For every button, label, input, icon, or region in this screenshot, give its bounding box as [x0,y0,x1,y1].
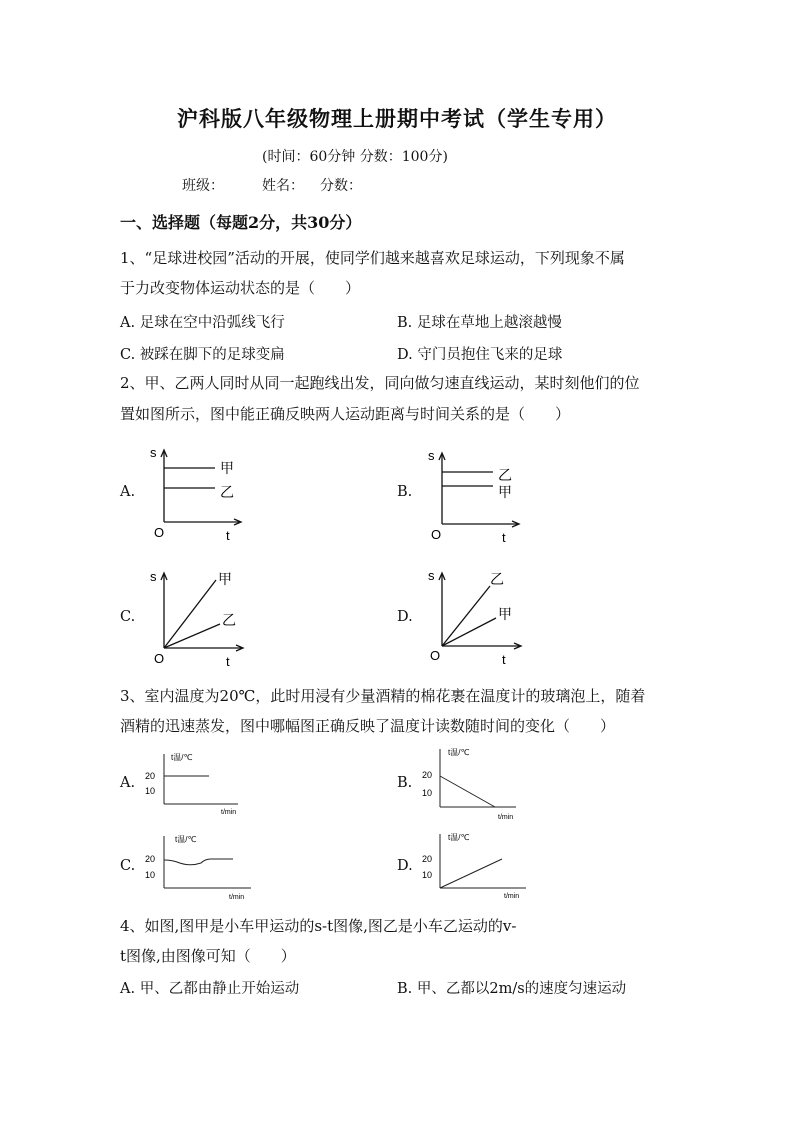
label-yi: 乙 [220,484,234,500]
q3-graph-c [143,830,263,900]
tick-20: 20 [422,770,433,780]
q3-option-c-label: C. [120,858,136,874]
origin: O [154,525,165,540]
axis-time: t/min [229,894,245,901]
axis-t: t [502,530,506,545]
tick-20: 20 [145,771,156,781]
q4-option-b: B. 甲、乙都以2m/s的速度匀速运动 [397,981,627,997]
tick-20: 20 [422,854,433,864]
q1-option-d: D. 守门员抱住飞来的足球 [397,347,563,363]
axis-temp: t温/℃ [448,833,470,842]
tick-20: 20 [145,854,156,864]
temp-line [440,776,495,807]
q2-stem-line1: 2、甲、乙两人同时从同一起跑线出发，同向做匀速直线运动，某时刻他们的位 [120,374,640,392]
q3-option-a-label: A. [120,775,136,791]
section-title: 一、选择题（每题2分，共30分） [120,213,362,232]
q3-stem-line1: 3、室内温度为20℃，此时用浸有少量酒精的棉花裹在温度计的玻璃泡上，随着 [120,687,646,705]
tick-10: 10 [422,788,433,798]
axis-s: s [150,569,157,584]
tick-10: 10 [145,870,156,880]
q2-option-d-label: D. [397,609,413,625]
label-yi: 乙 [490,571,504,587]
axis-s: s [428,568,435,583]
q2-stem-line2: 置如图所示，图中能正确反映两人运动距离与时间关系的是（ ） [120,405,571,423]
axis-s: s [428,448,435,463]
temp-line [164,859,233,865]
q4-stem-line2: t图像,由图像可知（ ） [120,947,296,965]
q1-option-a: A. 足球在空中沿弧线飞行 [120,315,285,331]
q1-option-b: B. 足球在草地上越滚越慢 [397,315,562,331]
label-jia: 甲 [498,484,512,500]
axis-t: t [226,654,230,669]
q2-graph-d [428,568,528,668]
label-jia: 甲 [498,606,512,622]
axis-t: t [226,528,230,543]
origin: O [431,527,442,542]
label-jia: 甲 [218,571,232,587]
q4-stem-line1: 4、如图,图甲是小车甲运动的s-t图像,图乙是小车乙运动的v- [120,917,517,935]
tick-10: 10 [145,786,156,796]
axis-t: t [502,652,506,667]
q4-option-a: A. 甲、乙都由静止开始运动 [120,981,300,997]
score-label: 分数： [320,178,362,194]
axis-temp: t温/℃ [175,835,197,844]
page-title: 沪科版八年级物理上册期中考试（学生专用） [177,106,617,131]
axis-temp: t温/℃ [448,748,470,757]
q1-stem-line1: 1、“足球进校园”活动的开展，使同学们越来越喜欢足球运动，下列现象不属 [120,249,625,267]
name-label: 姓名： [262,178,304,194]
q3-graph-a [143,748,253,818]
line-jia [164,580,216,648]
tick-10: 10 [422,870,433,880]
label-jia: 甲 [220,460,234,476]
axis-time: t/min [221,809,237,816]
q3-option-d-label: D. [397,858,413,874]
q3-option-b-label: B. [397,775,413,791]
line-jia [442,618,496,646]
exam-time-score: (时间：60分钟 分数：100分) [262,149,448,165]
q3-stem-line2: 酒精的迅速蒸发，图中哪幅图正确反映了温度计读数随时间的变化（ ） [120,717,616,735]
q2-graph-c [150,568,250,668]
q2-graph-a [150,445,250,545]
axis-temp: t温/℃ [171,753,193,762]
q2-option-c-label: C. [120,609,136,625]
origin: O [430,648,441,663]
q2-option-a-label: A. [120,484,136,500]
q1-stem-line2: 于力改变物体运动状态的是（ ） [120,279,361,297]
q2-option-b-label: B. [397,484,413,500]
origin: O [154,651,165,666]
axis-time: t/min [498,814,514,821]
label-yi: 乙 [498,467,512,483]
q3-graph-b [420,743,530,823]
temp-line [440,859,502,888]
class-label: 班级： [182,178,224,194]
q2-graph-b [428,448,528,548]
axis-s: s [150,445,157,460]
axis-time: t/min [504,893,520,900]
label-yi: 乙 [222,612,236,628]
q3-graph-d [420,828,540,900]
line-yi [442,586,490,646]
q1-option-c: C. 被踩在脚下的足球变扁 [120,347,285,363]
